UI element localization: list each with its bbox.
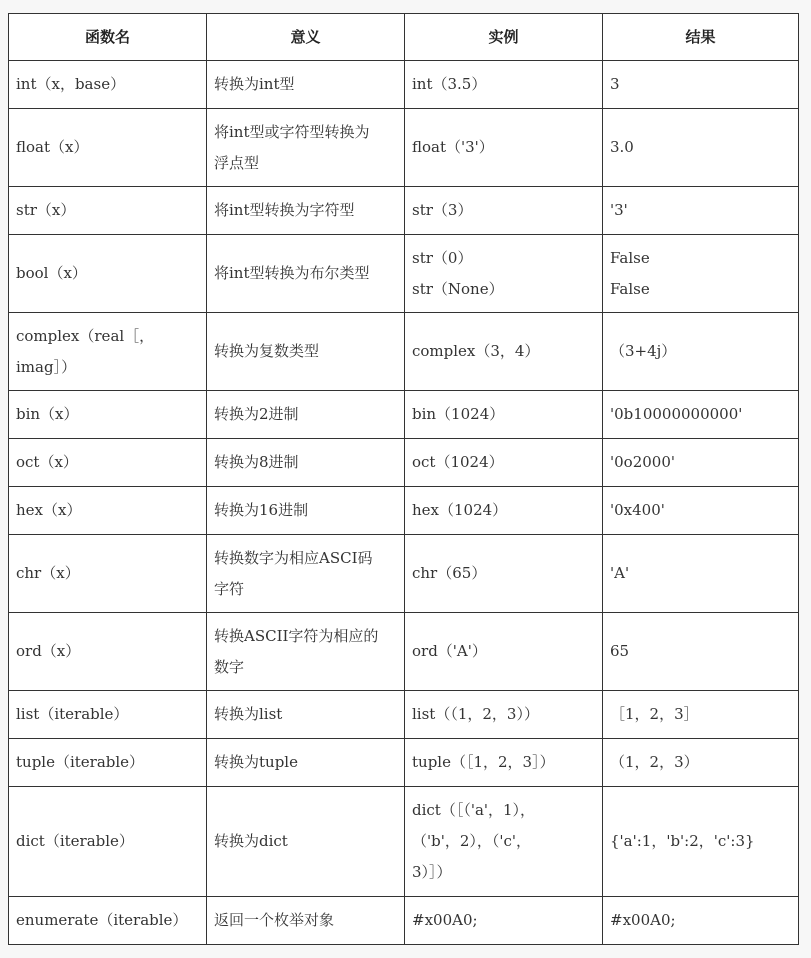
cell-result [603, 187, 799, 235]
cell-function [9, 61, 207, 109]
cell-text: int（3.5） [412, 75, 487, 93]
cell-text: ord（'A'） [412, 642, 487, 660]
cell-text: float（x） [16, 138, 89, 156]
cell-text: hex（1024） [412, 501, 508, 519]
cell-result [603, 535, 799, 613]
cell-text: bin（1024） [412, 405, 505, 423]
cell-text: chr（65） [412, 564, 487, 582]
table-row [9, 613, 799, 691]
cell-function [9, 897, 207, 945]
cell-meaning [207, 613, 405, 691]
cell-example [405, 613, 603, 691]
cell-meaning [207, 109, 405, 187]
cell-text: list（iterable） [16, 705, 129, 723]
cell-text: 将int型转换为布尔类型 [214, 264, 370, 282]
cell-example [405, 109, 603, 187]
cell-example [405, 187, 603, 235]
cell-text: tuple（iterable） [16, 753, 145, 771]
table-row [9, 235, 799, 313]
cell-result [603, 739, 799, 787]
cell-text: imag］） [16, 357, 77, 376]
header-function-name: 函数名 [9, 14, 207, 61]
cell-text: 转换为复数类型 [214, 342, 320, 360]
cell-meaning [207, 487, 405, 535]
cell-text: hex（x） [16, 501, 82, 519]
cell-example [405, 235, 603, 313]
cell-text: （3+4j） [610, 342, 677, 360]
cell-meaning [207, 61, 405, 109]
cell-text: float（'3'） [412, 138, 494, 156]
cell-meaning [207, 235, 405, 313]
cell-text: chr（x） [16, 564, 80, 582]
cell-text: str（None） [412, 279, 504, 298]
cell-result [603, 109, 799, 187]
cell-text: 转换为int型 [214, 75, 295, 93]
cell-text: 转换为tuple [214, 753, 298, 771]
table-row [9, 739, 799, 787]
cell-function [9, 613, 207, 691]
cell-result [603, 787, 799, 897]
cell-example [405, 439, 603, 487]
cell-function [9, 787, 207, 897]
cell-result [603, 691, 799, 739]
cell-example [405, 61, 603, 109]
cell-text: oct（x） [16, 453, 78, 471]
cell-text: dict（iterable） [16, 832, 134, 850]
cell-example [405, 739, 603, 787]
cell-text: #x00A0; [610, 911, 676, 929]
cell-example [405, 535, 603, 613]
cell-text: False [610, 248, 650, 267]
cell-text: （1，2，3） [610, 753, 699, 771]
cell-result [603, 61, 799, 109]
cell-text: 将int型或字符型转换为 [214, 122, 370, 141]
cell-text: 3）］） [412, 863, 452, 881]
table-header [9, 14, 799, 61]
cell-meaning [207, 535, 405, 613]
table-row [9, 487, 799, 535]
cell-function [9, 691, 207, 739]
cell-result [603, 391, 799, 439]
cell-text: 返回一个枚举对象 [214, 911, 335, 929]
cell-text: dict（［（'a'，1）， [412, 801, 536, 819]
cell-text: 将int型转换为字符型 [214, 201, 355, 219]
table-row [9, 187, 799, 235]
cell-example [405, 787, 603, 897]
cell-example [405, 313, 603, 391]
cell-text: 65 [610, 642, 630, 660]
header-result: 结果 [603, 14, 799, 61]
cell-example [405, 391, 603, 439]
cell-meaning [207, 313, 405, 391]
cell-function [9, 187, 207, 235]
table-row [9, 535, 799, 613]
cell-text: 转换ASCII字符为相应的 [214, 626, 379, 645]
cell-text: ［1，2，3］ [610, 705, 699, 723]
cell-result [603, 897, 799, 945]
cell-text: ord（x） [16, 642, 81, 660]
cell-text: 转换为16进制 [214, 501, 309, 519]
cell-text: str（3） [412, 201, 473, 219]
cell-function [9, 235, 207, 313]
cell-text: str（0） [412, 248, 473, 267]
cell-meaning [207, 691, 405, 739]
cell-text: '0o2000' [610, 453, 675, 471]
cell-text: list（（1，2，3）） [412, 705, 539, 723]
cell-example [405, 691, 603, 739]
cell-text: （'b'，2），（'c'， [412, 832, 532, 850]
cell-result [603, 313, 799, 391]
cell-text: '3' [610, 201, 628, 219]
table-body [9, 61, 799, 945]
cell-result [603, 439, 799, 487]
cell-text: #x00A0; [412, 911, 478, 929]
cell-function [9, 313, 207, 391]
cell-result [603, 487, 799, 535]
table-row [9, 391, 799, 439]
cell-text: oct（1024） [412, 453, 504, 471]
cell-meaning [207, 739, 405, 787]
cell-text: int（x，base） [16, 75, 126, 93]
cell-function [9, 535, 207, 613]
cell-function [9, 439, 207, 487]
cell-meaning [207, 391, 405, 439]
cell-text: '0x400' [610, 501, 665, 519]
header-example: 实例 [405, 14, 603, 61]
cell-meaning [207, 187, 405, 235]
cell-text: '0b10000000000' [610, 405, 743, 423]
header-meaning: 意义 [207, 14, 405, 61]
cell-text: 数字 [214, 657, 245, 676]
cell-text: 字符 [214, 579, 245, 598]
cell-text: 转换为2进制 [214, 405, 299, 423]
table-row [9, 691, 799, 739]
conversion-functions-table [8, 13, 799, 945]
cell-text: 转换数字为相应ASCI码 [214, 548, 373, 567]
cell-text: complex（3，4） [412, 342, 540, 360]
cell-example [405, 487, 603, 535]
cell-text: complex（real［， [16, 326, 155, 345]
cell-meaning [207, 787, 405, 897]
header-row [9, 14, 799, 61]
cell-function [9, 487, 207, 535]
cell-text: 3.0 [610, 138, 634, 156]
cell-text: bin（x） [16, 405, 79, 423]
cell-text: 转换为dict [214, 832, 288, 850]
cell-result [603, 235, 799, 313]
table-row [9, 897, 799, 945]
cell-text: str（x） [16, 201, 76, 219]
cell-text: {'a':1，'b':2，'c':3} [610, 832, 755, 850]
cell-text: enumerate（iterable） [16, 911, 188, 929]
cell-function [9, 391, 207, 439]
cell-text: 浮点型 [214, 153, 260, 172]
table-row [9, 787, 799, 897]
cell-text: tuple（［1，2，3］） [412, 753, 555, 771]
cell-text: 转换为8进制 [214, 453, 299, 471]
cell-example [405, 897, 603, 945]
cell-function [9, 109, 207, 187]
table-row [9, 439, 799, 487]
cell-text: 转换为list [214, 705, 283, 723]
cell-meaning [207, 897, 405, 945]
table-row [9, 109, 799, 187]
cell-meaning [207, 439, 405, 487]
cell-text: False [610, 279, 650, 298]
table-row [9, 313, 799, 391]
table-row [9, 61, 799, 109]
cell-result [603, 613, 799, 691]
cell-function [9, 739, 207, 787]
cell-text: 3 [610, 75, 620, 93]
cell-text: bool（x） [16, 264, 87, 282]
cell-text: 'A' [610, 564, 630, 582]
